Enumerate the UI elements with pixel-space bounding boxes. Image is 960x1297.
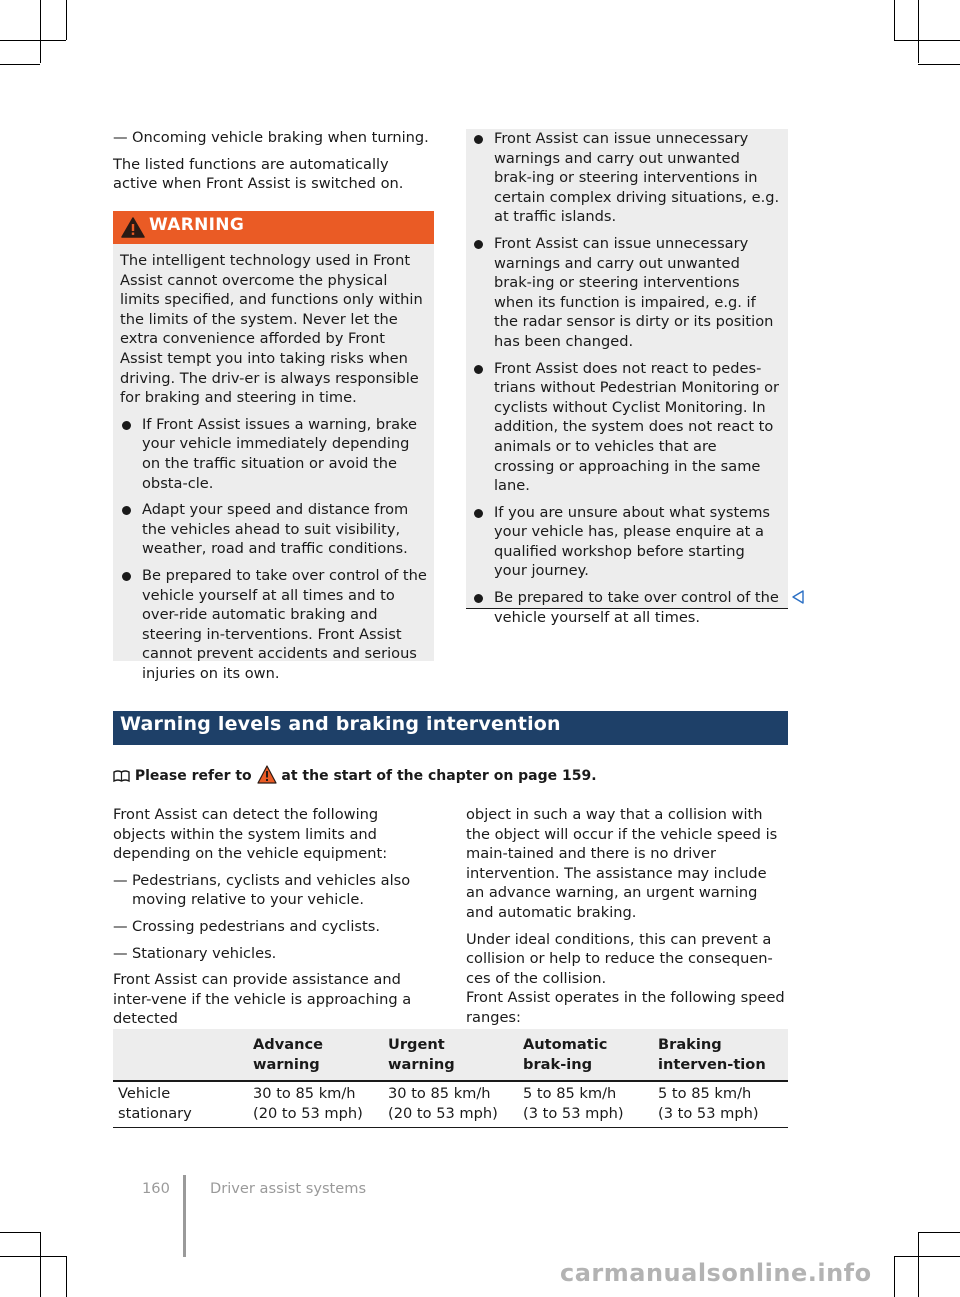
warning-intro: The intelligent technology used in Front Assist cannot overcome the physical limits specified, and functions only within the limits of the system. Never let the extra convenience afforded by Front Assist tempt you into taking risks when driving. The driv-er is always responsible for braking and steering in time. — [120, 252, 423, 407]
bullet-dot-icon — [122, 421, 131, 430]
list-item — [472, 129, 780, 227]
auto-active-paragraph: The listed functions are automatically active when Front Assist is switched on. — [113, 155, 404, 193]
warning-bullet-text: If Front Assist issues a warning, brake your vehicle immediately depending on the traffic situation or avoid the obsta-cle. — [142, 415, 417, 492]
cell-kmh: 30 to 85 km/h — [388, 1085, 491, 1103]
table-row — [113, 1081, 788, 1128]
bullet-dot-icon — [474, 135, 483, 144]
bullet-dot-icon — [122, 506, 131, 515]
warning-triangle-icon — [121, 217, 145, 238]
table-cell — [383, 1081, 518, 1128]
right-bullet-text: Front Assist does not react to pedes-trians without Pedestrian Monitoring or cyclists without Cyclist Monitoring. In addition, the system does not react to animals or to vehicles that are crossing or approaching in the same lane. — [494, 359, 780, 495]
bullet-dot-icon — [474, 509, 483, 518]
warning-bullet-text: Adapt your speed and distance from the vehicles ahead to suit visibility, weather, road and traffic conditions. — [142, 501, 409, 558]
list-item — [120, 500, 427, 559]
refer-line — [113, 765, 597, 787]
table-header-row — [113, 1029, 788, 1081]
bullet-dot-icon — [474, 594, 483, 603]
warning-header — [113, 211, 434, 244]
assist-paragraph-start: Front Assist can provide assistance and inter-vene if the vehicle is approaching a detected — [113, 971, 412, 1028]
end-of-warning-triangle-icon — [792, 590, 804, 604]
detect-item-text: Crossing pedestrians and cyclists. — [132, 917, 380, 935]
ideal-conditions-paragraph: Under ideal conditions, this can prevent a collision or help to reduce the consequen-ces of the collision. — [466, 930, 773, 987]
footer-divider — [183, 1175, 186, 1257]
cell-mph: (20 to 53 mph) — [253, 1104, 363, 1122]
cell-kmh: 5 to 85 km/h — [523, 1085, 617, 1103]
table-cell — [653, 1081, 788, 1128]
column-header: Advance warning — [248, 1029, 383, 1081]
cell-kmh: 30 to 85 km/h — [253, 1085, 356, 1103]
list-item: — Stationary vehicles. — [113, 944, 277, 962]
list-item — [472, 359, 780, 496]
bullet-dot-icon — [122, 572, 131, 581]
cell-mph: (20 to 53 mph) — [388, 1104, 498, 1122]
row-label: Vehicle stationary — [113, 1081, 248, 1128]
body-left-column — [113, 805, 434, 1029]
list-item — [472, 503, 780, 581]
chapter-title: Driver assist systems — [210, 1180, 367, 1197]
refer-suffix: at the start of the chapter on page 159. — [281, 768, 597, 784]
warning-bullet-text: Be prepared to take over control of the vehicle yourself at all times and to over-ride automatic braking and steering in-terventions. Front Assist cannot prevent accidents and serious injuries on its own. — [142, 566, 427, 682]
book-icon — [113, 769, 130, 783]
list-item: — Pedestrians, cyclists and vehicles also moving relative to your vehicle. — [113, 871, 411, 909]
warning-title: WARNING — [149, 215, 245, 235]
watermark: carmanualsonline.info — [560, 1259, 872, 1287]
table-cell — [518, 1081, 653, 1128]
section-title: Warning levels and braking intervention — [120, 713, 561, 735]
refer-prefix: Please refer to — [134, 768, 252, 784]
speed-ranges-paragraph: Front Assist operates in the following speed ranges: — [466, 989, 785, 1026]
warning-continuation-box — [466, 129, 788, 626]
speed-table — [113, 1029, 788, 1128]
list-item — [472, 234, 780, 352]
bullet-dot-icon — [474, 365, 483, 374]
column-header — [113, 1029, 248, 1081]
column-header: Urgent warning — [383, 1029, 518, 1081]
table-cell — [248, 1081, 383, 1128]
right-bullet-text: Front Assist can issue unnecessary warnings and carry out unwanted brak-ing or steering interventions in certain complex driving situations, e.g. at traffic islands. — [494, 130, 780, 226]
body-right-column — [466, 805, 788, 1028]
speed-table-wrapper — [113, 1029, 788, 1128]
detect-intro: Front Assist can detect the following objects within the system limits and depending on the vehicle equipment: — [113, 806, 388, 863]
section-heading — [113, 711, 788, 745]
right-bullet-text: Be prepared to take over control of the vehicle yourself at all times. — [494, 589, 779, 626]
list-item — [472, 588, 780, 627]
cell-kmh: 5 to 85 km/h — [658, 1085, 752, 1103]
page-number: 160 — [142, 1180, 170, 1197]
right-bullet-text: Front Assist can issue unnecessary warnings and carry out unwanted brak-ing or steering interventions when its function is impaired, e.g. if the radar sensor is dirty or its position has been changed. — [494, 234, 774, 350]
column-header: Braking interven-tion — [653, 1029, 788, 1081]
cell-mph: (3 to 53 mph) — [523, 1104, 624, 1122]
cell-mph: (3 to 53 mph) — [658, 1104, 759, 1122]
detect-item-text: Stationary vehicles. — [132, 944, 277, 962]
list-item: — Oncoming vehicle braking when turning. — [113, 129, 429, 146]
bullet-dot-icon — [474, 240, 483, 249]
assist-paragraph-continued: object in such a way that a collision with the object will occur if the vehicle speed is main-tained and there is no driver intervention. The assistance may include an advance warning, an urgent warning and automatic braking. — [466, 806, 778, 921]
list-item: — Crossing pedestrians and cyclists. — [113, 917, 380, 935]
warning-box — [113, 211, 434, 682]
list-item — [120, 415, 427, 493]
oncoming-item-text: Oncoming vehicle braking when turning. — [132, 129, 429, 146]
warning-triangle-icon — [257, 765, 277, 784]
detect-item-text: Pedestrians, cyclists and vehicles also moving relative to your vehicle. — [132, 871, 411, 909]
column-header: Automatic brak-ing — [518, 1029, 653, 1081]
right-bullet-text: If you are unsure about what systems your vehicle has, please enquire at a qualified workshop before starting your journey. — [494, 503, 771, 580]
top-left-column — [113, 128, 434, 194]
list-item — [120, 566, 427, 684]
